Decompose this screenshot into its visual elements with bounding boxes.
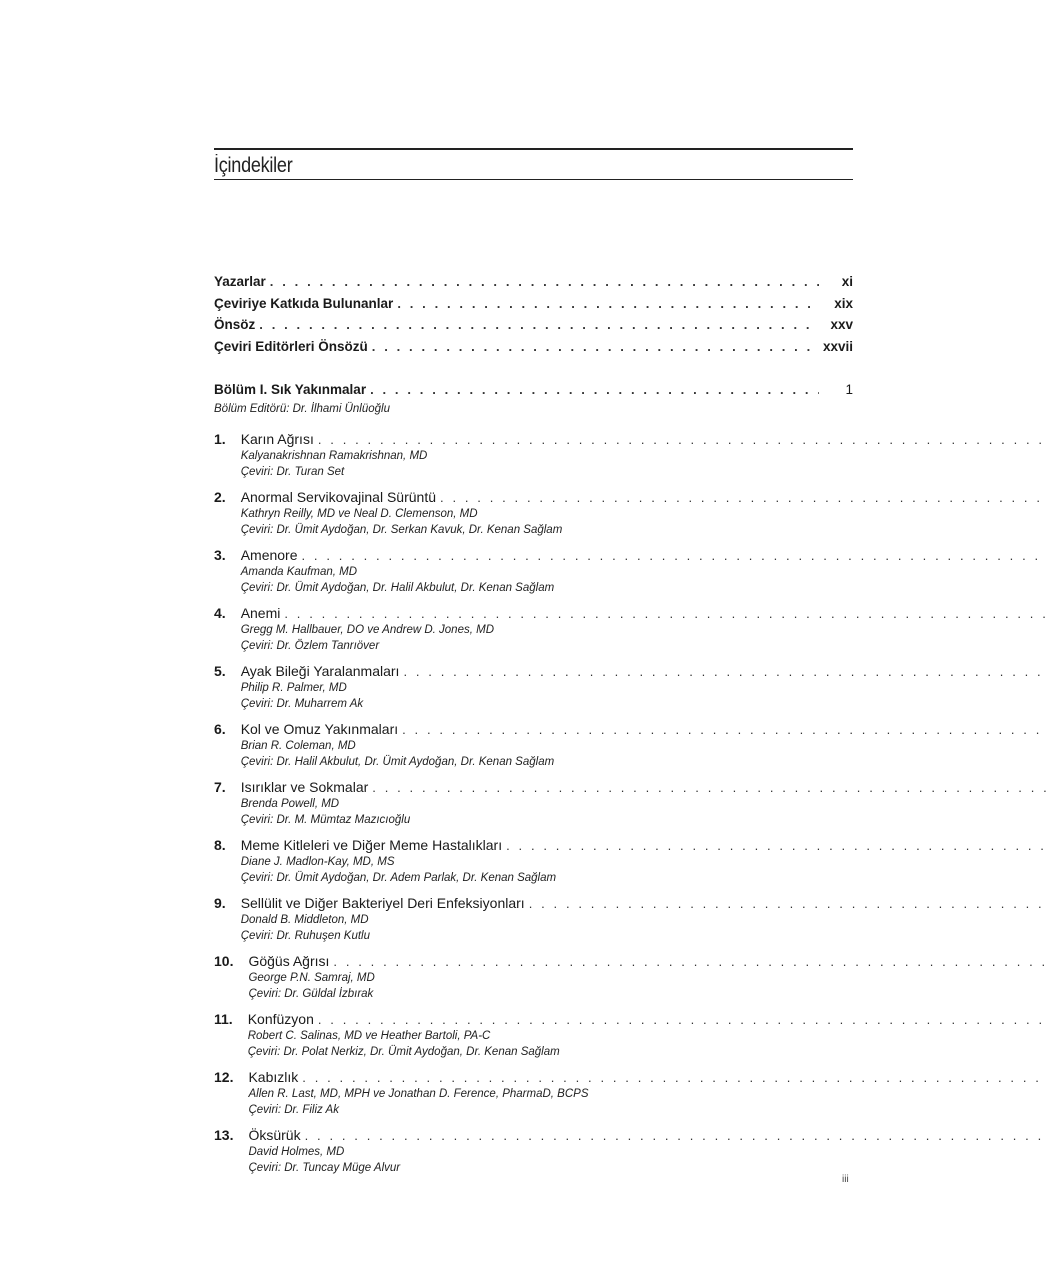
chapter-entry[interactable]	[214, 1127, 853, 1185]
chapter-entry[interactable]	[214, 721, 853, 779]
chapter-entry[interactable]	[214, 431, 853, 489]
chapter-title: Karın Ağrısı	[240, 431, 314, 447]
leader-dots	[270, 274, 819, 289]
chapter-authors: Kathryn Reilly, MD ve Neal D. Clemenson, MD	[240, 508, 478, 520]
chapter-authors: Brian R. Coleman, MD	[240, 740, 356, 752]
chapter-translators: Çeviri: Dr. Tuncay Müge Alvur	[248, 1162, 401, 1174]
chapter-translators: Çeviri: Dr. Polat Nerkiz, Dr. Ümit Aydoğan, Dr. Kenan Sağlam	[247, 1046, 560, 1058]
chapter-entry[interactable]	[214, 779, 853, 837]
leader-dots	[302, 1070, 1046, 1085]
leader-dots	[305, 1128, 1046, 1143]
front-matter-label: Yazarlar	[214, 274, 266, 289]
chapter-entry[interactable]	[214, 837, 853, 895]
chapter-translators: Çeviri: Dr. Ümit Aydoğan, Dr. Serkan Kavuk, Dr. Kenan Sağlam	[240, 524, 563, 536]
page-number: iii	[842, 1174, 849, 1185]
leader-dots	[284, 606, 1046, 621]
chapter-entry[interactable]	[214, 663, 853, 721]
chapter-translators: Çeviri: Dr. Ruhuşen Kutlu	[240, 930, 371, 942]
chapter-authors: Diane J. Madlon-Kay, MD, MS	[240, 856, 395, 868]
chapter-authors: Brenda Powell, MD	[240, 798, 340, 810]
chapter-title: Göğüs Ağrısı	[248, 953, 330, 969]
chapter-number: 10.	[214, 953, 234, 969]
chapter-title: Kol ve Omuz Yakınmaları	[240, 721, 399, 737]
leader-dots	[402, 722, 1046, 737]
chapter-title: Sellülit ve Diğer Bakteriyel Deri Enfeksiyonları	[240, 895, 525, 911]
leader-dots	[529, 896, 1046, 911]
leader-dots	[440, 490, 1046, 505]
chapter-number: 5.	[214, 663, 226, 679]
chapter-authors: George P.N. Samraj, MD	[248, 972, 375, 984]
chapter-authors: Robert C. Salinas, MD ve Heather Bartoli, PA-C	[247, 1030, 491, 1042]
chapter-title: Isırıklar ve Sokmalar	[240, 779, 369, 795]
front-matter-label: Önsöz	[214, 317, 256, 332]
chapter-list	[214, 431, 853, 1185]
chapter-entry[interactable]	[214, 1011, 853, 1069]
leader-dots	[370, 382, 819, 397]
chapter-number: 7.	[214, 779, 226, 795]
chapter-number: 3.	[214, 547, 226, 563]
chapter-number: 11.	[214, 1011, 233, 1027]
section-editor: Bölüm Editörü: Dr. İlhami Ünlüoğlu	[214, 403, 390, 415]
leader-dots	[333, 954, 1046, 969]
chapter-number: 6.	[214, 721, 226, 737]
leader-dots	[397, 296, 819, 311]
chapter-entry[interactable]	[214, 547, 853, 605]
chapter-authors: Kalyanakrishnan Ramakrishnan, MD	[240, 450, 428, 462]
front-matter-item[interactable]	[214, 317, 853, 339]
section-page: 1	[845, 382, 853, 397]
page-title: İçindekiler	[214, 154, 293, 177]
section-heading	[214, 382, 853, 415]
leader-dots	[318, 1012, 1046, 1027]
leader-dots	[506, 838, 1046, 853]
chapter-entry[interactable]	[214, 953, 853, 1011]
chapter-translators: Çeviri: Dr. M. Mümtaz Mazıcıoğlu	[240, 814, 411, 826]
chapter-number: 8.	[214, 837, 226, 853]
section-label: Bölüm I. Sık Yakınmalar	[214, 382, 367, 397]
front-matter-item[interactable]	[214, 296, 853, 318]
chapter-translators: Çeviri: Dr. Güldal İzbırak	[248, 988, 374, 1000]
chapter-entry[interactable]	[214, 1069, 853, 1127]
chapter-number: 4.	[214, 605, 226, 621]
chapter-number: 13.	[214, 1127, 234, 1143]
chapter-number: 2.	[214, 489, 226, 505]
front-matter-page: xix	[834, 295, 853, 311]
section-entry[interactable]	[214, 382, 853, 402]
chapter-title: Ayak Bileği Yaralanmaları	[240, 663, 400, 679]
chapter-entry[interactable]	[214, 895, 853, 953]
chapter-translators: Çeviri: Dr. Filiz Ak	[248, 1104, 339, 1116]
chapter-translators: Çeviri: Dr. Özlem Tanrıöver	[240, 640, 380, 652]
leader-dots	[318, 432, 1046, 447]
chapter-authors: Allen R. Last, MD, MPH ve Jonathan D. Ference, PharmaD, BCPS	[248, 1088, 589, 1100]
chapter-title: Anormal Servikovajinal Sürüntü	[240, 489, 437, 505]
front-matter-list	[214, 274, 853, 360]
front-matter-item[interactable]	[214, 274, 853, 296]
front-matter-page: xxvii	[822, 338, 853, 354]
leader-dots	[403, 664, 1046, 679]
chapter-number: 1.	[214, 431, 226, 447]
leader-dots	[372, 339, 819, 354]
front-matter-label: Çeviriye Katkıda Bulunanlar	[214, 295, 394, 311]
chapter-translators: Çeviri: Dr. Turan Set	[240, 466, 345, 478]
chapter-title: Kabızlık	[248, 1069, 299, 1085]
chapter-entry[interactable]	[214, 489, 853, 547]
toc-page	[214, 148, 853, 1185]
chapter-entry[interactable]	[214, 605, 853, 663]
chapter-number: 9.	[214, 895, 226, 911]
leader-dots	[372, 780, 1046, 795]
front-matter-page: xi	[841, 274, 853, 289]
chapter-number: 12.	[214, 1069, 234, 1085]
chapter-title: Meme Kitleleri ve Diğer Meme Hastalıkları	[240, 837, 503, 853]
chapter-translators: Çeviri: Dr. Ümit Aydoğan, Dr. Halil Akbulut, Dr. Kenan Sağlam	[240, 582, 555, 594]
front-matter-label: Çeviri Editörleri Önsözü	[214, 338, 368, 354]
leader-dots	[302, 548, 1046, 563]
front-matter-item[interactable]	[214, 339, 853, 361]
title-rule-bottom	[214, 179, 853, 180]
chapter-title: Anemi	[240, 605, 281, 621]
chapter-translators: Çeviri: Dr. Muharrem Ak	[240, 698, 364, 710]
chapter-title: Konfüzyon	[247, 1011, 314, 1027]
chapter-authors: Philip R. Palmer, MD	[240, 682, 347, 694]
chapter-translators: Çeviri: Dr. Ümit Aydoğan, Dr. Adem Parlak, Dr. Kenan Sağlam	[240, 872, 557, 884]
chapter-title: Amenore	[240, 547, 298, 563]
chapter-translators: Çeviri: Dr. Halil Akbulut, Dr. Ümit Aydoğan, Dr. Kenan Sağlam	[240, 756, 555, 768]
chapter-authors: Donald B. Middleton, MD	[240, 914, 369, 926]
chapter-title: Öksürük	[248, 1127, 301, 1143]
chapter-authors: Amanda Kaufman, MD	[240, 566, 358, 578]
chapter-authors: David Holmes, MD	[248, 1146, 345, 1158]
leader-dots	[259, 317, 819, 332]
front-matter-page: xxv	[830, 317, 853, 332]
chapter-authors: Gregg M. Hallbauer, DO ve Andrew D. Jones, MD	[240, 624, 494, 636]
